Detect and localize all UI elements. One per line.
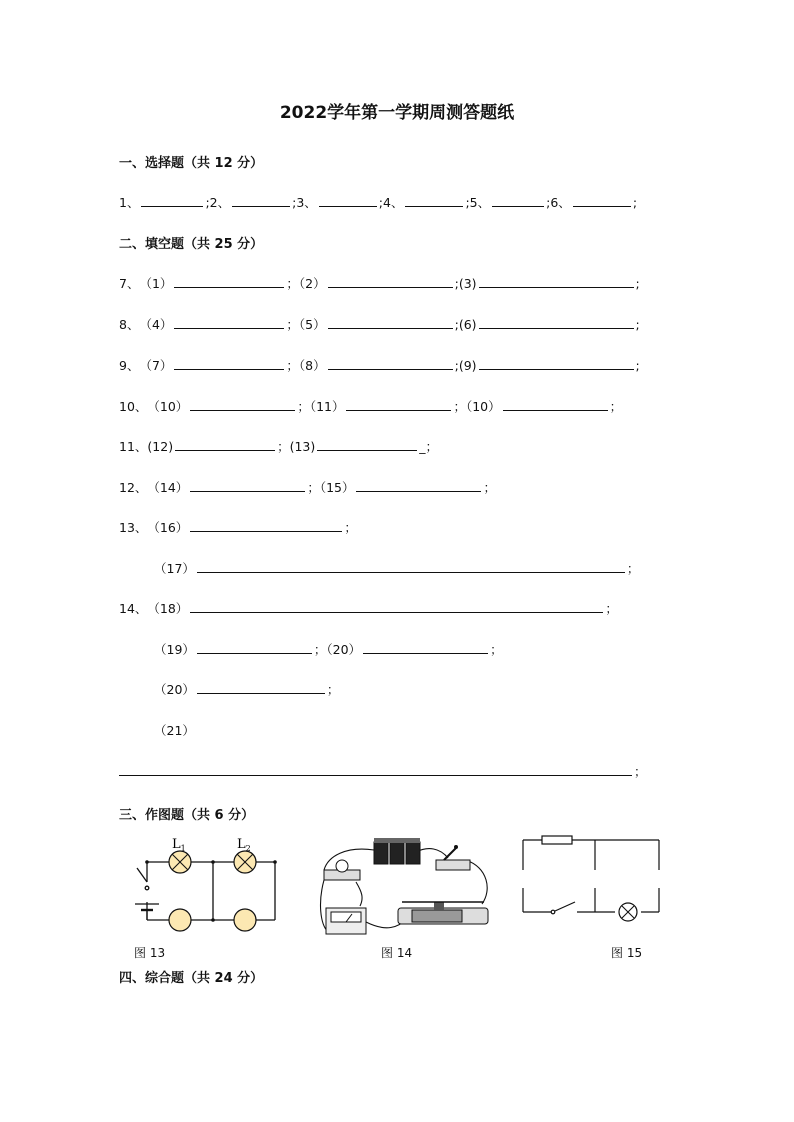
q13-part2-row: [154, 559, 639, 577]
figure-14-caption: 图 14: [381, 946, 413, 960]
q8-end: ;: [635, 317, 640, 332]
q7-number: 7、: [119, 276, 140, 291]
q14-part1-label: （18）: [147, 601, 189, 616]
q7-end: ;: [635, 276, 640, 291]
junction-dot: [211, 918, 215, 922]
q10-blank2[interactable]: [346, 398, 451, 411]
switch-icon: [551, 902, 575, 914]
q10-row: [119, 397, 622, 415]
q6-label: ;6、: [546, 195, 571, 210]
q10-blank1[interactable]: [190, 398, 295, 411]
q14-blank3[interactable]: [363, 641, 488, 654]
page-title: 2022学年第一学期周测答题纸: [279, 103, 515, 123]
q8-blank3[interactable]: [479, 316, 634, 329]
q7-part3-label: ;(3): [454, 276, 477, 291]
q12-blank1[interactable]: [190, 479, 305, 492]
q12-number: 12、: [119, 480, 148, 495]
q14-part4-label: （20）: [154, 682, 195, 697]
choice-answers-row: [119, 193, 637, 211]
q9-part2-label: ；（8）: [286, 358, 326, 373]
figure-13-caption: 图 13: [134, 946, 166, 960]
q11-blank2[interactable]: [317, 438, 417, 451]
q7-part1-label: （1）: [139, 276, 173, 291]
q1-blank[interactable]: [141, 194, 203, 207]
label-l2: $L_2$: [237, 837, 251, 853]
q14-part5-label: （21）: [154, 723, 195, 738]
lamp-holder-icon: [324, 860, 360, 880]
q7-row: [119, 274, 640, 292]
q7-blank1[interactable]: [174, 275, 284, 288]
q4-label: ;4、: [378, 195, 404, 210]
q11-row: [119, 437, 438, 455]
q10-end: ；: [609, 399, 623, 414]
q14-part2-row: [154, 640, 503, 658]
q13-part2-label: （17）: [154, 561, 195, 576]
bulb-l1-icon: [169, 851, 191, 873]
q13-blank2[interactable]: [197, 560, 625, 573]
q10-part1-label: （10）: [147, 399, 189, 414]
q14-part4-row: [154, 680, 339, 698]
q8-blank1[interactable]: [174, 316, 284, 329]
q8-part1-label: （4）: [139, 317, 173, 332]
q12-end: ；: [483, 480, 496, 495]
q14-row: [119, 599, 618, 617]
q14-blank2[interactable]: [197, 641, 312, 654]
q3-blank[interactable]: [319, 194, 377, 207]
q10-part2-label: ；（11）: [297, 399, 345, 414]
q8-part2-label: ；（5）: [286, 317, 326, 332]
q13-part1-end: ；: [344, 520, 357, 535]
q11-blank1[interactable]: [175, 438, 275, 451]
figure-14-apparatus: [316, 832, 496, 942]
q14-part5-end: ；: [634, 764, 647, 779]
q2-blank[interactable]: [232, 194, 290, 207]
q9-blank1[interactable]: [174, 357, 284, 370]
lamp-icon: [619, 903, 637, 921]
bulb-l2-icon: [234, 851, 256, 873]
q8-number: 8、: [119, 317, 140, 332]
bulb-lower-left-icon: [169, 909, 191, 931]
q5-label: ;5、: [465, 195, 491, 210]
q7-part2-label: ；（2）: [286, 276, 326, 291]
q12-part1-label: （14）: [147, 480, 189, 495]
q14-part4-end: ；: [326, 682, 340, 697]
section-comprehensive-heading: 四、综合题（共 24 分）: [119, 971, 264, 986]
q10-number: 10、: [119, 399, 148, 414]
q14-part3-label: ；（20）: [313, 642, 362, 657]
q6-end: ;: [632, 195, 638, 210]
q11-part1-label: (12): [147, 439, 174, 454]
q9-part1-label: （7）: [139, 358, 173, 373]
q11-number: 11、: [119, 439, 148, 454]
q8-blank2[interactable]: [328, 316, 453, 329]
knife-switch-icon: [436, 845, 470, 870]
label-l1: $L_1$: [172, 837, 186, 853]
junction-dot: [273, 860, 277, 864]
q14-part5-row: [119, 762, 647, 780]
q8-row: [119, 315, 640, 333]
q3-label: ;3、: [292, 195, 317, 210]
q11-part2-label: ；(13): [277, 439, 316, 454]
q14-blank4[interactable]: [197, 681, 325, 694]
q13-part2-end: ；: [626, 561, 640, 576]
q14-blank1[interactable]: [190, 600, 603, 613]
section-choice-heading: 一、选择题（共 12 分）: [119, 156, 264, 171]
q11-end: _；: [419, 439, 439, 454]
q13-row: [119, 518, 357, 536]
q10-part3-label: ；（10）: [453, 399, 501, 414]
q14-blank5[interactable]: [119, 763, 632, 776]
q1-label: 1、: [119, 195, 140, 210]
q14-part3-end: ；: [490, 642, 503, 657]
q12-part2-label: ；（15）: [307, 480, 355, 495]
q9-end: ;: [635, 358, 640, 373]
q12-blank2[interactable]: [356, 479, 481, 492]
figure-13-circuit: [125, 832, 285, 932]
q5-blank[interactable]: [492, 194, 544, 207]
q9-part3-label: ;(9): [454, 358, 477, 373]
section-fill-heading: 二、填空题（共 25 分）: [119, 237, 264, 252]
battery-pack-icon: [374, 838, 420, 864]
rheostat-icon: [398, 902, 488, 924]
q13-blank1[interactable]: [190, 519, 342, 532]
junction-dot: [145, 860, 149, 864]
q9-row: [119, 356, 640, 374]
q4-blank[interactable]: [405, 194, 463, 207]
q9-blank3[interactable]: [479, 357, 634, 370]
q10-blank3[interactable]: [503, 398, 608, 411]
section-drawing-heading: 三、作图题（共 6 分）: [119, 808, 255, 823]
q7-blank3[interactable]: [479, 275, 634, 288]
q9-blank2[interactable]: [328, 357, 453, 370]
resistor-icon: [542, 836, 572, 844]
q13-part1-label: （16）: [147, 520, 189, 535]
q7-blank2[interactable]: [328, 275, 453, 288]
q8-part3-label: ;(6): [454, 317, 477, 332]
q14-part1-end: ；: [605, 601, 618, 616]
figure-15-circuit: [517, 832, 667, 922]
q2-label: ;2、: [205, 195, 231, 210]
bulb-lower-right-icon: [234, 909, 256, 931]
junction-dot: [211, 860, 215, 864]
q13-number: 13、: [119, 520, 148, 535]
figure-15-caption: 图 15: [611, 946, 643, 960]
q12-row: [119, 478, 496, 496]
ammeter-icon: [326, 908, 366, 934]
q9-number: 9、: [119, 358, 140, 373]
q14-part2-label: （19）: [154, 642, 195, 657]
q6-blank[interactable]: [573, 194, 631, 207]
q14-number: 14、: [119, 601, 148, 616]
